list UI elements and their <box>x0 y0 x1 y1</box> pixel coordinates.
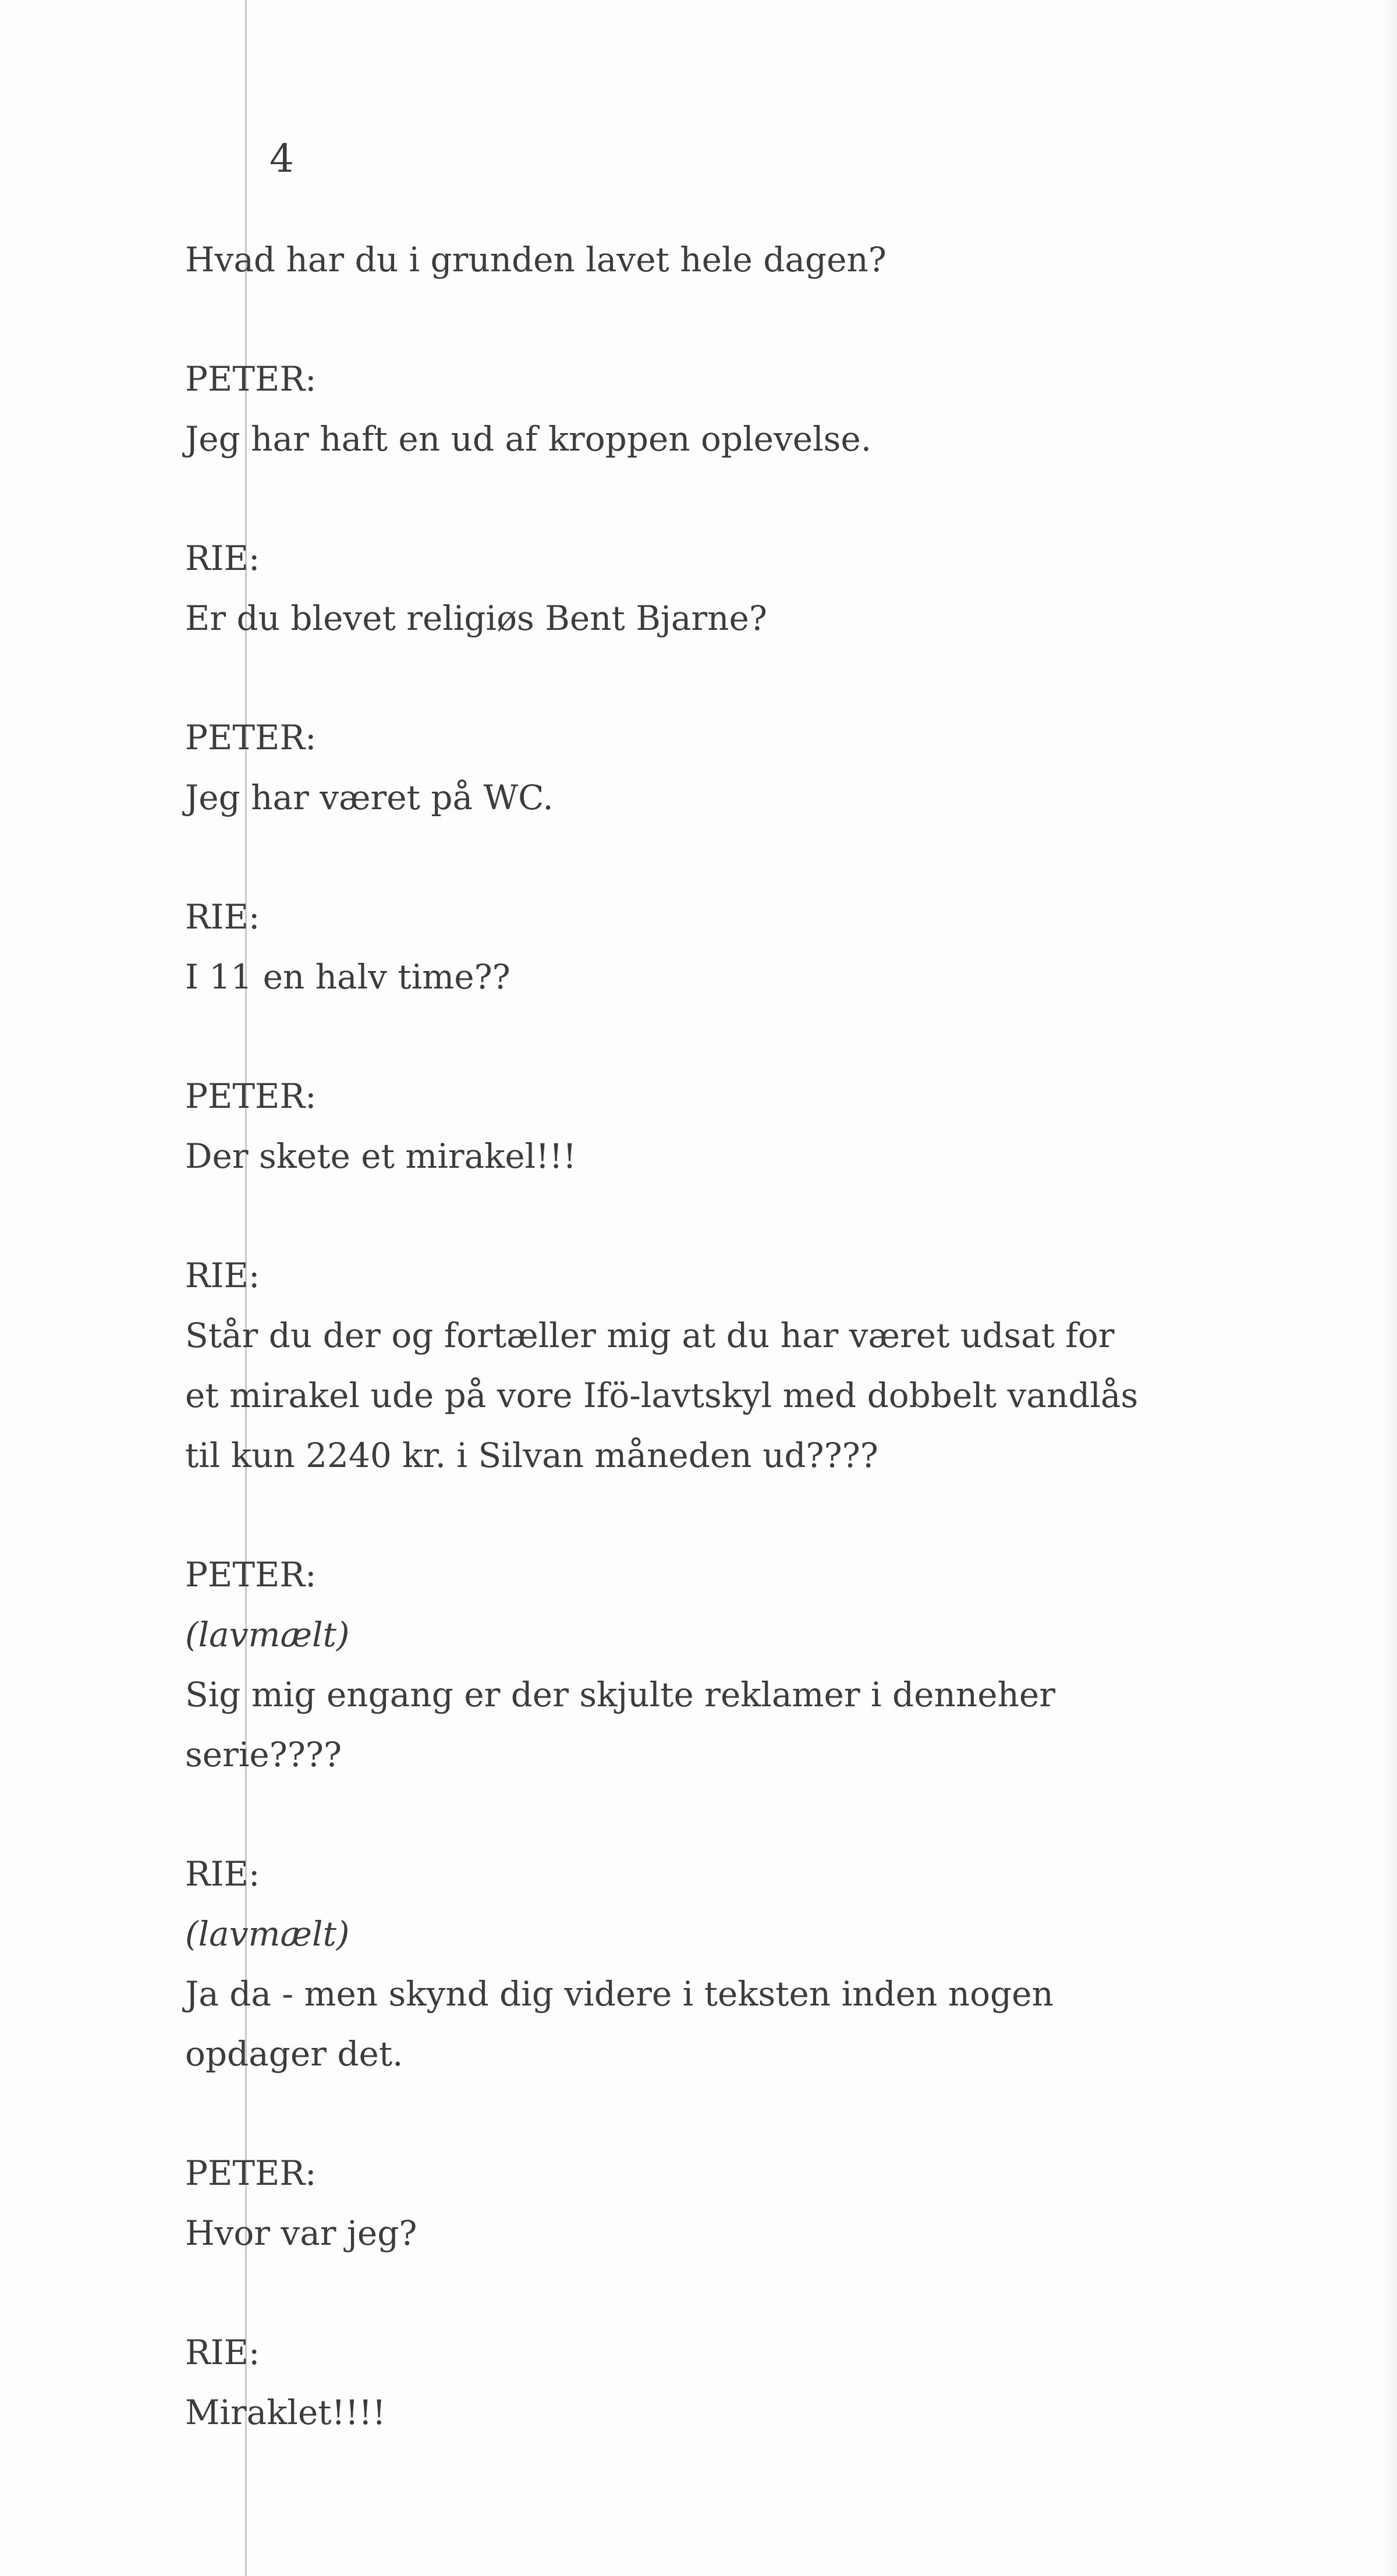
dialogue-block <box>185 1246 1291 1486</box>
speaker-name: PETER: <box>185 1076 317 1116</box>
dialogue-block <box>185 1545 1291 1785</box>
speaker-name: RIE: <box>185 538 260 578</box>
speaker-name: RIE: <box>185 2333 260 2372</box>
dialogue-block <box>185 230 1291 290</box>
dialogue-block <box>185 1844 1291 2084</box>
dialogue-line: I 11 en halv time?? <box>185 957 510 997</box>
dialogue-block <box>185 2143 1291 2263</box>
dialogue-line: Hvor var jeg? <box>185 2213 417 2253</box>
speaker-name: RIE: <box>185 897 260 937</box>
dialogue-line: Hvad har du i grunden lavet hele dagen? <box>185 240 887 279</box>
dialogue-block <box>185 529 1291 649</box>
stage-direction: (lavmælt) <box>185 1615 350 1654</box>
dialogue-block <box>185 2323 1291 2443</box>
dialogue-line: serie???? <box>185 1735 342 1774</box>
speaker-name: PETER: <box>185 1555 317 1595</box>
speaker-name: PETER: <box>185 2153 317 2193</box>
dialogue-block <box>185 887 1291 1007</box>
dialogue-line: Miraklet!!!! <box>185 2393 386 2432</box>
dialogue-line: et mirakel ude på vore Ifö-lavtskyl med dobbelt vandlås <box>185 1376 1139 1415</box>
page-number: 4 <box>270 136 294 181</box>
dialogue-line: til kun 2240 kr. i Silvan måneden ud???? <box>185 1436 878 1475</box>
speaker-name: PETER: <box>185 718 317 757</box>
dialogue-line: Sig mig engang er der skjulte reklamer i denneher <box>185 1675 1055 1714</box>
dialogue-block <box>185 1066 1291 1186</box>
dialogue-line: opdager det. <box>185 2034 403 2074</box>
speaker-name: RIE: <box>185 1256 260 1295</box>
speaker-name: PETER: <box>185 359 317 399</box>
dialogue-line: Jeg har haft en ud af kroppen oplevelse. <box>185 419 872 459</box>
script-body <box>185 230 1291 2502</box>
dialogue-block <box>185 349 1291 469</box>
dialogue-line: Står du der og fortæller mig at du har været udsat for <box>185 1316 1115 1355</box>
scan-page-edge <box>1381 0 1397 2576</box>
dialogue-line: Ja da - men skynd dig videre i teksten inden nogen <box>185 1974 1054 2014</box>
dialogue-line: Der skete et mirakel!!! <box>185 1136 577 1176</box>
stage-direction: (lavmælt) <box>185 1914 350 1954</box>
dialogue-block <box>185 708 1291 828</box>
dialogue-line: Er du blevet religiøs Bent Bjarne? <box>185 598 767 638</box>
dialogue-line: Jeg har været på WC. <box>185 778 554 817</box>
speaker-name: RIE: <box>185 1854 260 1894</box>
